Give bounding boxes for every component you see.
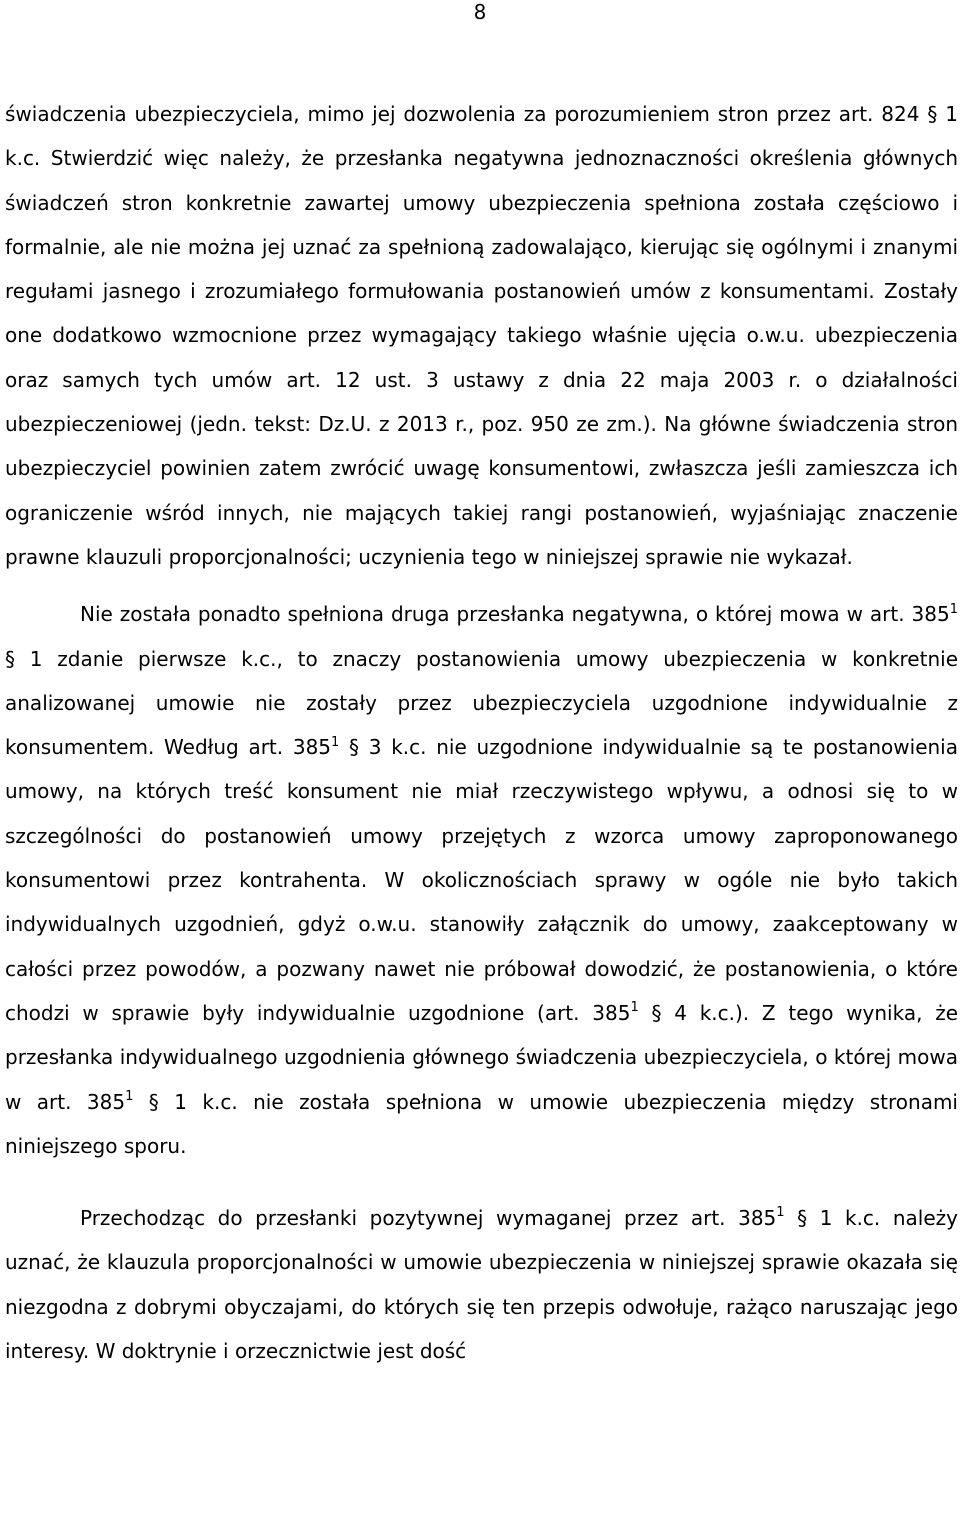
paragraph-text: Nie została ponadto spełniona druga przesłanka negatywna, o której mowa w art. 385: [80, 602, 950, 627]
page-number: 8: [473, 0, 487, 24]
superscript-index: 1: [776, 1205, 785, 1221]
paragraph-text: Przechodząc do przesłanki pozytywnej wymaganej przez art. 385: [80, 1206, 777, 1231]
superscript-index: 1: [331, 734, 340, 750]
superscript-index: 1: [630, 1000, 639, 1016]
superscript-index: 1: [949, 601, 958, 617]
paragraph-text: § 1 k.c. nie została spełniona w umowie ubezpieczenia między stronami niniejszego sporu.: [5, 1089, 958, 1158]
paragraph-text: § 4 k.c.). Z tego wynika, że przesłanka indywidualnego uzgodnienia głównego świadczenia ubezpieczyciela, o której mowa w art. 385: [5, 1000, 959, 1114]
paragraph-text: § 1 zdanie pierwsze k.c., to znaczy postanowienia umowy ubezpieczenia w konkretnie analizowanej umowie nie zostały przez ubezpieczyciela uzgodnione indywidualnie z konsumentem. Według art. 385: [5, 646, 958, 760]
paragraph-2: [5, 592, 958, 1168]
paragraph-text: § 1 k.c. należy uznać, że klauzula proporcjonalności w umowie ubezpieczenia w niniejszej sprawie okazała się niezgodna z dobrymi obyczajami, do których się ten przepis odwołuje, rażąco naruszając jego interesy. W doktrynie i orzecznictwie jest dość: [5, 1206, 958, 1364]
paragraph-text: § 3 k.c. nie uzgodnione indywidualnie są te postanowienia umowy, na których treść konsument nie miał rzeczywistego wpływu, a odnosi się to w szczególności do postanowień umowy przejętych z wzorca umowy zaproponowanego konsumentowi przez kontrahenta. W okolicznościach sprawy w ogóle nie było takich indywidualnych uzgodnień, gdyż o.w.u. stanowiły załącznik do umowy, zaakceptowany w całości przez powodów, a pozwany nawet nie próbował dowodzić, że postanowienia, o które chodzi w sprawie były indywidualnie uzgodnione (art. 385: [5, 735, 958, 1025]
paragraph-text: świadczenia ubezpieczyciela, mimo jej dozwolenia za porozumieniem stron przez art. 824 § 1 k.c. Stwierdzić więc należy, że przesłanka negatywna jednoznaczności określenia głównych świadczeń stron konkretnie zawartej umowy ubezpieczenia spełniona została częściowo i formalnie, ale nie można jej uznać za spełnioną zadowalająco, kierując się ogólnymi i znanymi regułami jasnego i zrozumiałego formułowania postanowień umów z konsumentami. Zostały one dodatkowo wzmocnione przez wymagający takiego właśnie ujęcia o.w.u. ubezpieczenia oraz samych tych umów art. 12 ust. 3 ustawy z dnia 22 maja 2003 r. o działalności ubezpieczeniowej (jedn. tekst: Dz.U. z 2013 r., poz. 950 ze zm.). Na główne świadczenia stron ubezpieczyciel powinien zatem zwrócić uwagę konsumentowi, zwłaszcza jeśli zamieszcza ich ograniczenie wśród innych, nie mających takiej rangi postanowień, wyjaśniając znaczenie prawne klauzuli proporcjonalności; uczynienia tego w niniejszej sprawie nie wykazał.: [5, 102, 958, 569]
paragraph-1: [5, 92, 958, 579]
paragraph-3: [5, 1196, 958, 1373]
document-body: [5, 92, 958, 1373]
superscript-index: 1: [125, 1088, 134, 1104]
